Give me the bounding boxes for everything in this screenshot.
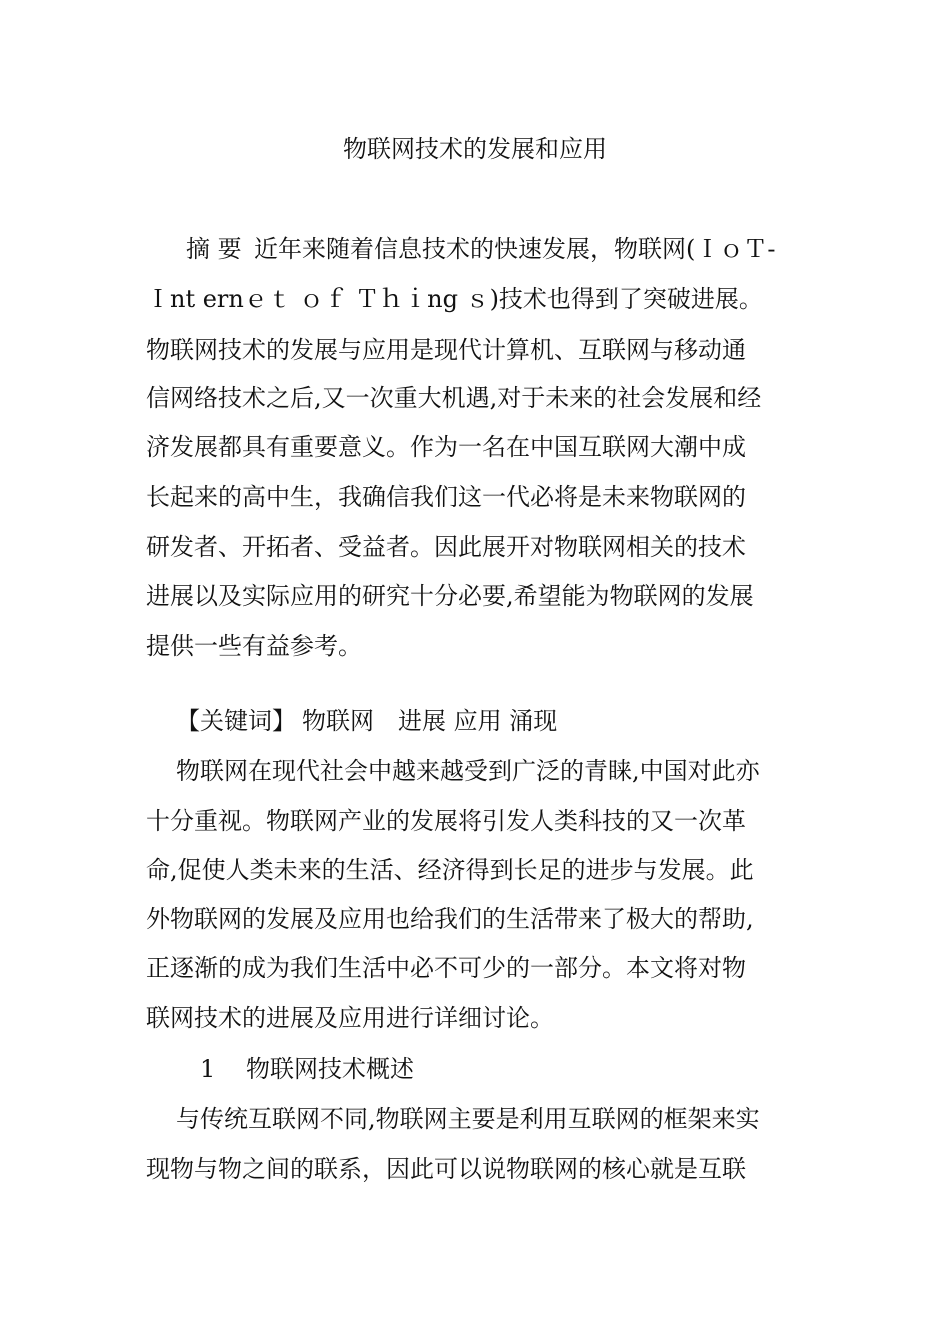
abstract-line: 信网络技术之后,又一次重大机遇,对于未来的社会发展和经: [146, 384, 762, 412]
section-number: 1: [200, 1055, 216, 1083]
document-title: 物联网技术的发展和应用: [343, 135, 607, 163]
abstract-line: 近年来随着信息技术的快速发展，物联网(ＩｏＴ-: [254, 235, 776, 263]
section-title: 物联网技术概述: [246, 1055, 414, 1083]
abstract-line: 进展以及实际应用的研究十分必要,希望能为物联网的发展: [146, 582, 754, 610]
abstract-label: 摘 要: [186, 235, 242, 263]
intro-line: 物联网在现代社会中越来越受到广泛的青睐,中国对此亦: [176, 757, 760, 785]
abstract-line: 长起来的高中生，我确信我们这一代必将是未来物联网的: [146, 483, 746, 511]
keywords-text: 物联网 进展 应用 涌现: [302, 707, 558, 735]
abstract-line: Ｉnt ernｅｔ ｏｆ Ｔｈｉng ｓ)技术也得到了突破进展。: [146, 285, 763, 313]
abstract-line: 济发展都具有重要意义。作为一名在中国互联网大潮中成: [146, 433, 746, 461]
section-body-line: 与传统互联网不同,物联网主要是利用互联网的框架来实: [176, 1105, 760, 1133]
intro-line: 命,促使人类未来的生活、经济得到长足的进步与发展。此: [146, 856, 754, 884]
intro-line: 外物联网的发展及应用也给我们的生活带来了极大的帮助,: [146, 905, 754, 933]
intro-line: 联网技术的进展及应用进行详细讨论。: [146, 1004, 554, 1032]
keywords-label: 【关键词】: [176, 707, 296, 735]
intro-line: 十分重视。物联网产业的发展将引发人类科技的又一次革: [146, 807, 746, 835]
section-body-line: 现物与物之间的联系，因此可以说物联网的核心就是互联: [146, 1155, 746, 1183]
abstract-line: 提供一些有益参考。: [146, 632, 362, 660]
abstract-line: 研发者、开拓者、受益者。因此展开对物联网相关的技术: [146, 533, 746, 561]
intro-line: 正逐渐的成为我们生活中必不可少的一部分。本文将对物: [146, 954, 746, 982]
abstract-line: 物联网技术的发展与应用是现代计算机、互联网与移动通: [146, 336, 746, 364]
